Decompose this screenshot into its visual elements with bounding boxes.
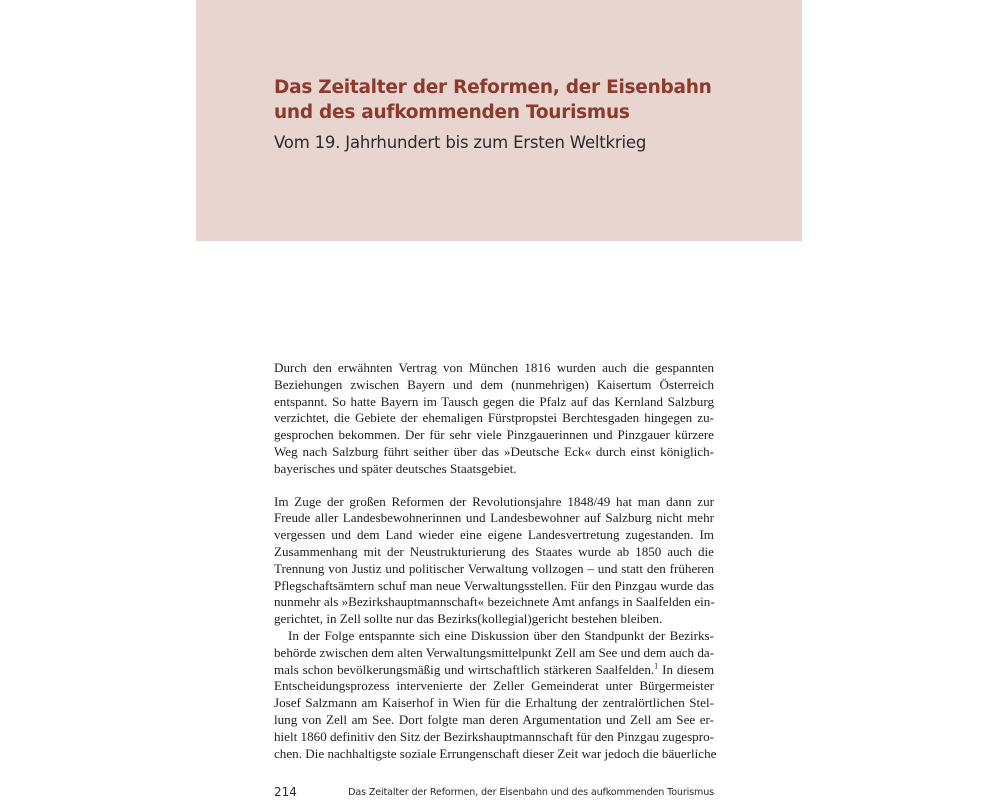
text-line: nunmehr als »Bezirkshauptmannschaft« bezeichnete Amt anfangs in Saalfelden ein- bbox=[274, 594, 715, 610]
paragraph-2 bbox=[274, 494, 714, 628]
text-line: Im Zuge der großen Reformen der Revolutionsjahre 1848/49 hat man dann zur bbox=[274, 493, 714, 509]
text-line: hielt 1860 definitiv den Sitz der Bezirkshauptmannschaft für den Pinzgau zugespro- bbox=[274, 728, 714, 744]
text-line: Beziehungen zwischen Bayern und dem (nunmehrigen) Kaisertum Österreich bbox=[274, 376, 714, 392]
text-line: Freude aller Landesbewohnerinnen und Landesbewohner auf Salzburg nicht mehr bbox=[274, 510, 714, 526]
text-segment: In diesem bbox=[662, 661, 714, 677]
text-line: gerichtet, in Zell sollte nur das Bezirks(kollegial)gericht bestehen bleiben. bbox=[274, 611, 663, 627]
text-line: bayerisches und später deutsches Staatsgebiet. bbox=[274, 460, 517, 476]
paragraph-3 bbox=[274, 627, 717, 762]
text-line: In der Folge entspannte sich eine Diskussion über den Standpunkt der Bezirks- bbox=[288, 627, 714, 643]
text-segment: mals schon bevölkerungsmäßig und wirtschaftlich stärkeren Saalfelden. bbox=[274, 661, 655, 677]
chapter-title-line-1: Das Zeitalter der Reformen, der Eisenbahn bbox=[274, 77, 712, 98]
text-line: entspannt. So hatte Bayern im Tausch gegen die Pfalz auf das Kernland Salzburg bbox=[274, 393, 714, 409]
paragraph-1 bbox=[274, 360, 714, 478]
body-text bbox=[274, 360, 717, 762]
text-line: Zusammenhang mit der Neustrukturierung des Staates wurde ab 1850 auch die bbox=[274, 543, 714, 559]
text-line: Trennung von Justiz und politischer Verwaltung vollzogen – und statt den früheren bbox=[274, 560, 714, 576]
running-footer-title: Das Zeitalter der Reformen, der Eisenbahn und des aufkommenden Tourismus bbox=[348, 787, 714, 798]
text-line: lung von Zell am See. Dort folgte man deren Argumentation und Zell am See er- bbox=[274, 711, 714, 727]
chapter-title-line-2: und des aufkommenden Tourismus bbox=[274, 102, 630, 123]
text-line: gesprochen bekommen. Der für sehr viele Pinzgauerinnen und Pinzgauer kürzere bbox=[274, 427, 714, 443]
chapter-title bbox=[274, 75, 712, 125]
text-line: vergessen und dem Land wieder eine eigene Landesvertretung zugestanden. Im bbox=[274, 527, 714, 543]
text-line-with-footnote bbox=[274, 662, 714, 679]
chapter-subtitle: Vom 19. Jahrhundert bis zum Ersten Weltkrieg bbox=[274, 133, 647, 152]
text-line: Josef Salzmann am Kaiserhof in Wien für die Erhaltung der zentralörtlichen Stel- bbox=[274, 695, 714, 711]
text-line: Pflegschaftsämtern schuf man neue Verwaltungsstellen. Für den Pinzgau wurde das bbox=[274, 577, 714, 593]
page-number: 214 bbox=[274, 785, 297, 799]
text-line: Entscheidungsprozess intervenierte der Zeller Gemeinderat unter Bürgermeister bbox=[274, 678, 714, 694]
text-line: verzichtet, die Gebiete der ehemaligen Fürstpropstei Berchtesgaden hingegen zu- bbox=[274, 410, 714, 426]
paragraph-gap bbox=[274, 478, 714, 494]
text-line: chen. Die nachhaltigste soziale Errungenschaft dieser Zeit war jedoch die bäuerliche bbox=[274, 745, 717, 761]
text-line: Weg nach Salzburg führt seither über das »Deutsche Eck« durch einst königlich- bbox=[274, 443, 714, 459]
text-line: behörde zwischen dem alten Verwaltungsmittelpunkt Zell am See und dem auch da- bbox=[274, 644, 715, 660]
text-line: Durch den erwähnten Vertrag von München 1816 wurden auch die gespannten bbox=[274, 360, 714, 375]
footnote-marker[interactable]: 1 bbox=[654, 661, 659, 671]
